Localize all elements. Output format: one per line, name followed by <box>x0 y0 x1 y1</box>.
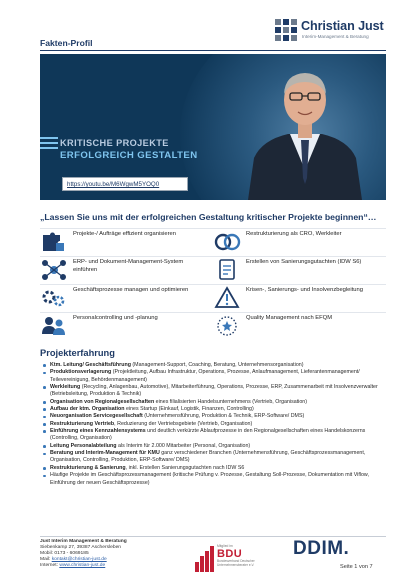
service-item <box>213 312 386 344</box>
service-label: Personalcontrolling und -planung <box>73 315 158 321</box>
list-item: Aufbau der ktm. Organisation eines Startup (Einkauf, Logistik, Finanzen, Controlling) <box>42 406 386 413</box>
list-item: Leitung Personalabteilung als Interim für 2.000 Mitarbeiter (Personal, Organisation) <box>42 443 386 450</box>
people-icon <box>40 314 68 338</box>
quality-stars-icon <box>213 314 241 338</box>
footer-street: Siebenkamp 27, 39387 Aschersleben <box>40 545 122 551</box>
footer-company: Just Interim Management & Beratung <box>40 539 127 544</box>
list-item: Organisation von Regionalgesellschaften eines filialisierten Handelsunternehmens (Vertrieb, Organisation) <box>42 399 386 406</box>
page-title: Fakten-Profil <box>40 38 93 48</box>
service-item <box>40 312 213 344</box>
page-header <box>0 0 413 60</box>
footer-mail-link[interactable]: kontakt@christian-just.de <box>51 557 107 563</box>
process-icon <box>40 286 68 310</box>
list-item: Produktionsverlagerung (Projektleitung, Aufbau Infrastruktur, Operations, Prozesse, Anlaufmanagement, Lieferantenmanagement/ Teilevereinigung, Behördenmanagement) <box>42 369 386 384</box>
crisis-icon <box>213 286 241 310</box>
experience-list <box>42 362 386 487</box>
hero-headline-2: ERFOLGREICH GESTALTEN <box>60 150 198 161</box>
service-label: Geschäftsprozesse managen und optimieren <box>73 287 189 293</box>
list-item: Restrukturierung Vertrieb, Reduzierung der Vertriebsgebiete (Vertrieb, Organisation) <box>42 421 386 428</box>
erp-network-icon <box>40 258 68 282</box>
expert-report-icon <box>213 258 241 282</box>
list-item: Neuorganisation Servicegesellschaft (Unternehmensführung, Produktion & Technik, ERP-Software/ DMS) <box>42 413 386 420</box>
list-item: Beratung und Interim-Management für KMU ganz verschiedener Branchen (Unternehmensführung, Geschäftsprozessmanagement, Organisation, Controlling, Produktion, ERP-Software/ DMS) <box>42 450 386 465</box>
video-link[interactable]: https://youtu.be/M6WgwM5YOQ0 <box>62 177 188 191</box>
service-label: Projekte-/ Aufträge effizient organisieren <box>73 231 177 237</box>
experience-title: Projekterfahrung <box>40 348 115 358</box>
hero-accent-lines <box>40 137 58 161</box>
quote-headline: „Lassen Sie uns mit der erfolgreichen Gestaltung kritischer Projekte beginnen“… <box>40 212 377 222</box>
service-label: Krisen-, Sanierungs- und Insolvenzbegleitung <box>246 287 363 293</box>
footer-web-row: Internet: www.christian-just.de <box>40 563 106 569</box>
footer-web-link[interactable]: www.christian-just.de <box>59 563 106 569</box>
ddim-logo: DDIM. <box>293 538 350 559</box>
footer-divider <box>40 536 386 537</box>
bdu-text: Mitglied im BDU Bundesverband Deutscher Unternehmensberater e.V. <box>217 544 255 567</box>
bdu-logo <box>195 540 275 580</box>
header-divider <box>40 50 386 51</box>
portrait-photo <box>240 60 370 200</box>
hero-headline-1: KRITISCHE PROJEKTE <box>60 138 169 148</box>
service-label: Restrukturierung als CRO, Werkleiter <box>246 231 342 237</box>
service-label: ERP- und Dokument-Management-System einführen <box>73 259 184 273</box>
list-item: Einführung eines Kennzahlensystems und deutlich verkürzte Ablaufprozesse in den Regionalgesellschaften eines Handelskonzerns (Controlling, Organisation) <box>42 428 386 443</box>
footer-mail-row: Mail: kontakt@christian-just.de <box>40 557 107 563</box>
page-number: Seite 1 von 7 <box>340 564 373 570</box>
list-item: Restrukturierung & Sanierung, inkl. Erstellen Sanierungsgutachten nach IDW S6 <box>42 465 386 472</box>
list-item: Häufige Projekte im Geschäftsprozessmanagement (kritische Prüfung v. Prozesse, Gestaltung Soll-Prozesse, Dokumentation mit Viflow, Einführung der neuen Geschäftsprozesse) <box>42 472 386 487</box>
logo-name: Christian Just <box>301 19 384 33</box>
list-item: Ktm. Leitung/ Geschäftsführung (Management-Support, Coaching, Beratung, Unternehmensorganisation) <box>42 362 386 369</box>
footer-mobile: Mobil: 0173 - 6069185 <box>40 551 89 557</box>
footer-address <box>40 539 127 569</box>
puzzle-icon <box>40 230 68 254</box>
service-label: Quality Management nach EFQM <box>246 315 333 321</box>
company-logo <box>275 18 390 42</box>
page-footer <box>40 536 386 580</box>
list-item: Werkleitung (Recycling, Anlagenbau, Automotive), Mitarbeiterführung, Operations, Prozesse, ERP, Zusammenarbeit mit Insolvenzverwalter (Betriebsleitung, Produktion & Technik) <box>42 384 386 399</box>
bdu-bars-icon <box>195 546 215 572</box>
service-label: Erstellen von Sanierungsgutachten (IDW S6) <box>246 259 362 265</box>
restructure-icon <box>213 230 241 254</box>
logo-squares-icon <box>275 19 297 41</box>
logo-subtitle: Interim-Management & Beratung <box>302 34 369 39</box>
